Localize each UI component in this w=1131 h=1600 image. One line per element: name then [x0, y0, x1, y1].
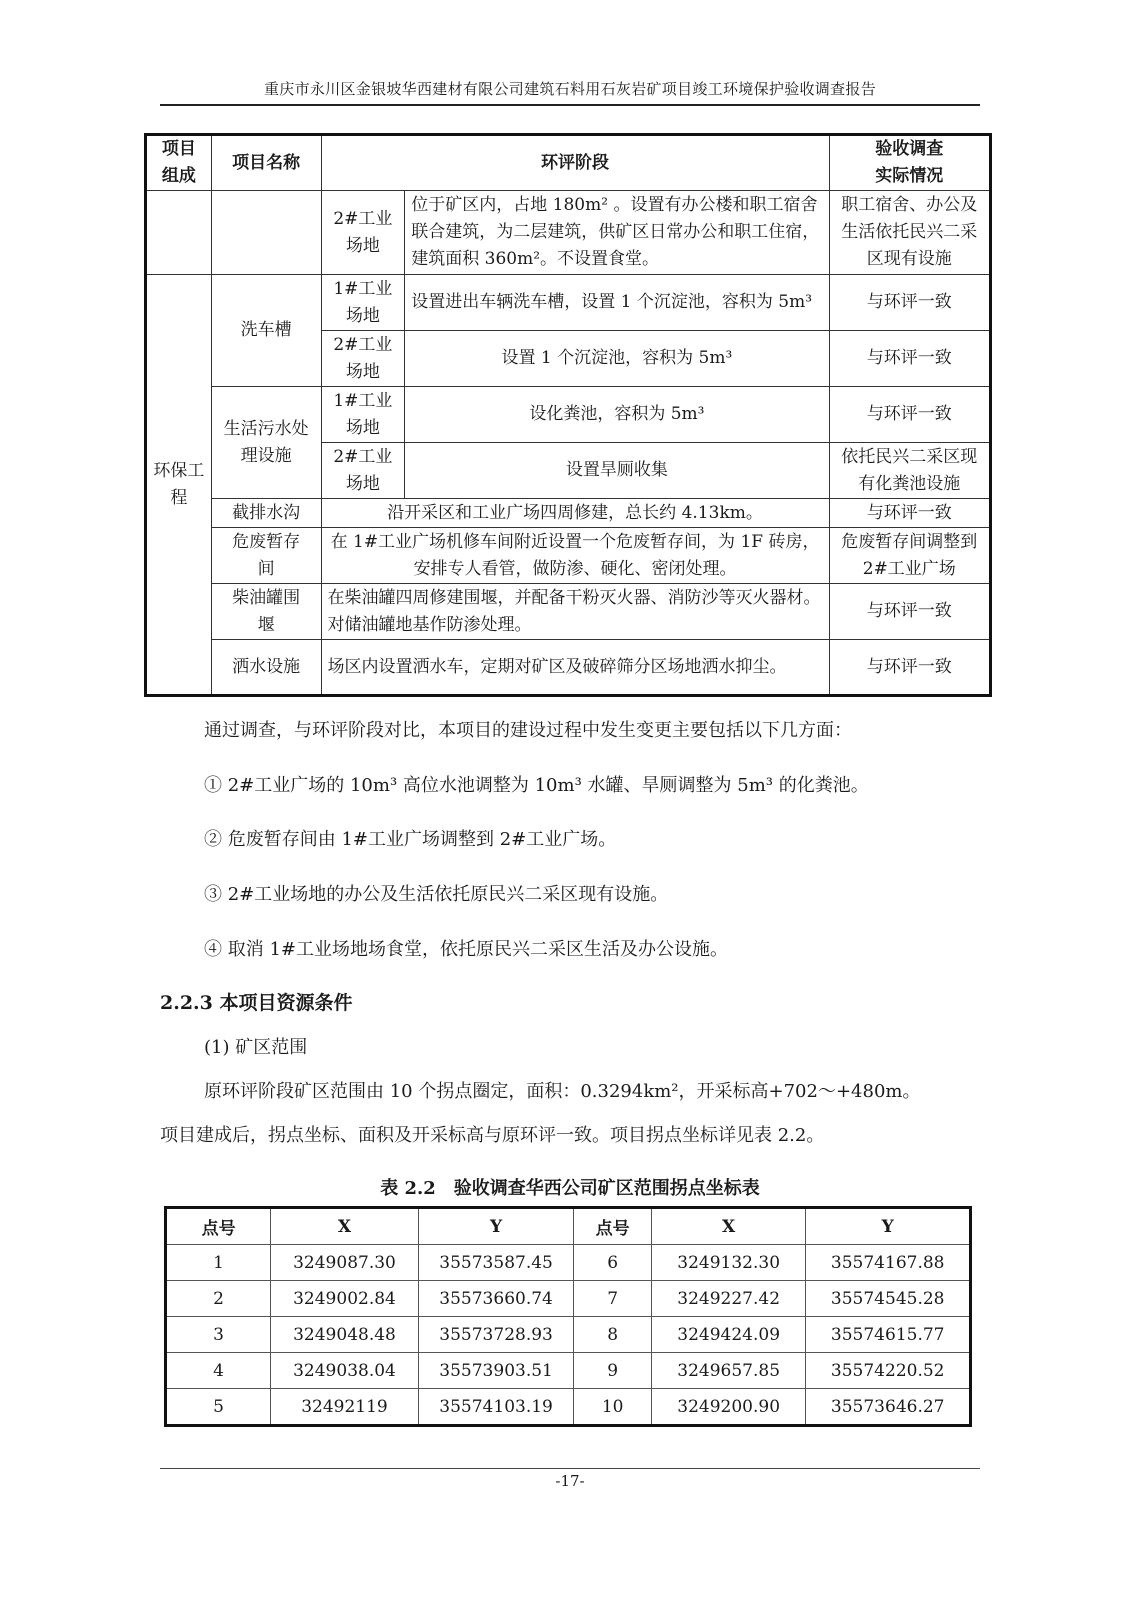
table-cell: 32492119	[271, 1389, 419, 1426]
desc-cell: 设置进出车辆洗车槽，设置 1 个沉淀池，容积为 5m³	[405, 275, 829, 331]
table-cell: 3249132.30	[651, 1245, 806, 1281]
change-item: ③ 2#工业场地的办公及生活依托原民兴二采区现有设施。	[204, 884, 669, 905]
desc-cell: 沿开采区和工业广场四周修建，总长约 4.13km。	[321, 499, 829, 528]
desc-cell: 设化粪池，容积为 5m³	[405, 387, 829, 443]
header-cell: Y	[418, 1208, 574, 1245]
table-cell: 10	[574, 1389, 651, 1426]
sub-heading: (1) 矿区范围	[204, 1037, 308, 1058]
desc-cell: 设置旱厕收集	[405, 443, 829, 499]
change-item: ④ 取消 1#工业场地场食堂，依托原民兴二采区生活及办公设施。	[204, 939, 728, 960]
table-cell: 35574103.19	[418, 1389, 574, 1426]
table-cell: 35574615.77	[806, 1317, 971, 1353]
table-cell: 3249657.85	[651, 1353, 806, 1389]
table-cell: 35574167.88	[806, 1245, 971, 1281]
table-row	[166, 1281, 971, 1317]
table-row	[146, 387, 991, 443]
desc-cell: 在柴油罐四周修建围堰，并配备干粉灭火器、消防沙等灭火器材。对储油罐地基作防渗处理。	[321, 584, 829, 640]
intro-paragraph: 通过调查，与环评阶段对比，本项目的建设过程中发生变更主要包括以下几方面：	[204, 720, 852, 741]
table-cell: 3249424.09	[651, 1317, 806, 1353]
table-cell: 35573728.93	[418, 1317, 574, 1353]
table-row	[166, 1317, 971, 1353]
name-cell: 生活污水处理设施	[211, 387, 321, 499]
name-cell: 截排水沟	[211, 499, 321, 528]
table-cell: 3249048.48	[271, 1317, 419, 1353]
body-paragraph: 项目建成后，拐点坐标、面积及开采标高与原环评一致。项目拐点坐标详见表 2.2。	[160, 1125, 825, 1146]
desc-cell: 在 1#工业广场机修车间附近设置一个危废暂存间，为 1F 砖房，安排专人看管，做防渗、硬化、密闭处理。	[321, 528, 829, 584]
table-cell: 35574220.52	[806, 1353, 971, 1389]
table-cell: 3	[166, 1317, 271, 1353]
group-cell: 环保工程	[146, 275, 212, 696]
table-cell: 2	[166, 1281, 271, 1317]
table-caption: 表 2.2 验收调查华西公司矿区范围拐点坐标表	[380, 1178, 760, 1199]
header-cell: X	[651, 1208, 806, 1245]
table-row	[166, 1245, 971, 1281]
header-cell: 项目名称	[211, 135, 321, 191]
page-header: 重庆市永川区金银坡华西建材有限公司建筑石料用石灰岩矿项目竣工环境保护验收调查报告	[263, 80, 876, 98]
desc-cell: 场区内设置洒水车，定期对矿区及破碎筛分区场地洒水抑尘。	[321, 640, 829, 696]
footer-divider	[160, 1468, 980, 1469]
actual-cell: 与环评一致	[829, 640, 990, 696]
table-row	[146, 499, 991, 528]
actual-cell: 与环评一致	[829, 584, 990, 640]
actual-cell: 与环评一致	[829, 275, 990, 331]
site-cell: 1#工业场地	[321, 275, 405, 331]
table-cell: 1	[166, 1245, 271, 1281]
table-cell: 35573660.74	[418, 1281, 574, 1317]
table-cell: 3249200.90	[651, 1389, 806, 1426]
table-row	[146, 528, 991, 584]
table-cell: 35574545.28	[806, 1281, 971, 1317]
table-row	[146, 191, 991, 275]
header-cell: Y	[806, 1208, 971, 1245]
table-cell: 3249087.30	[271, 1245, 419, 1281]
table-cell: 3249038.04	[271, 1353, 419, 1389]
page-number: -17-	[555, 1472, 585, 1490]
change-item: ② 危废暂存间由 1#工业广场调整到 2#工业广场。	[204, 829, 617, 850]
table-cell: 4	[166, 1353, 271, 1389]
table-cell: 3249227.42	[651, 1281, 806, 1317]
actual-cell: 依托民兴二采区现有化粪池设施	[829, 443, 990, 499]
table-row	[146, 275, 991, 331]
desc-cell: 设置 1 个沉淀池，容积为 5m³	[405, 331, 829, 387]
table-row	[166, 1353, 971, 1389]
header-cell: 点号	[574, 1208, 651, 1245]
table-cell: 35573903.51	[418, 1353, 574, 1389]
header-cell: 验收调查 实际情况	[829, 135, 990, 191]
site-cell: 2#工业场地	[321, 443, 405, 499]
table-row	[146, 584, 991, 640]
table-cell: 6	[574, 1245, 651, 1281]
header-cell: 项目 组成	[146, 135, 212, 191]
actual-cell: 与环评一致	[829, 331, 990, 387]
site-cell: 2#工业场地	[321, 331, 405, 387]
name-cell: 洒水设施	[211, 640, 321, 696]
header-cell: X	[271, 1208, 419, 1245]
header-cell: 环评阶段	[321, 135, 829, 191]
table-cell: 35573587.45	[418, 1245, 574, 1281]
name-cell: 危废暂存间	[211, 528, 321, 584]
table-cell: 7	[574, 1281, 651, 1317]
actual-cell: 危废暂存间调整到 2#工业广场	[829, 528, 990, 584]
table-header-row	[146, 135, 991, 191]
table-cell: 35573646.27	[806, 1389, 971, 1426]
site-cell: 1#工业场地	[321, 387, 405, 443]
table-cell: 8	[574, 1317, 651, 1353]
coordinates-table	[164, 1206, 972, 1427]
table-cell: 5	[166, 1389, 271, 1426]
environmental-works-table	[144, 133, 992, 697]
table-cell	[146, 191, 212, 275]
actual-cell: 与环评一致	[829, 387, 990, 443]
name-cell: 柴油罐围堰	[211, 584, 321, 640]
table-cell	[211, 191, 321, 275]
header-cell: 点号	[166, 1208, 271, 1245]
header-divider	[160, 104, 980, 106]
table-cell: 3249002.84	[271, 1281, 419, 1317]
body-paragraph: 原环评阶段矿区范围由 10 个拐点圈定，面积：0.3294km²，开采标高+702～+480m。	[204, 1081, 921, 1102]
table-row	[166, 1389, 971, 1426]
actual-cell: 职工宿舍、办公及生活依托民兴二采区现有设施	[829, 191, 990, 275]
actual-cell: 与环评一致	[829, 499, 990, 528]
table-cell: 9	[574, 1353, 651, 1389]
site-cell: 2#工业场地	[321, 191, 405, 275]
desc-cell: 位于矿区内，占地 180m² 。设置有办公楼和职工宿舍联合建筑，为二层建筑，供矿区日常办公和职工住宿，建筑面积 360m²。不设置食堂。	[405, 191, 829, 275]
change-item: ① 2#工业广场的 10m³ 高位水池调整为 10m³ 水罐、旱厕调整为 5m³ 的化粪池。	[204, 775, 869, 796]
name-cell: 洗车槽	[211, 275, 321, 387]
table-row	[146, 640, 991, 696]
table-header-row	[166, 1208, 971, 1245]
section-heading: 2.2.3 本项目资源条件	[160, 992, 353, 1014]
